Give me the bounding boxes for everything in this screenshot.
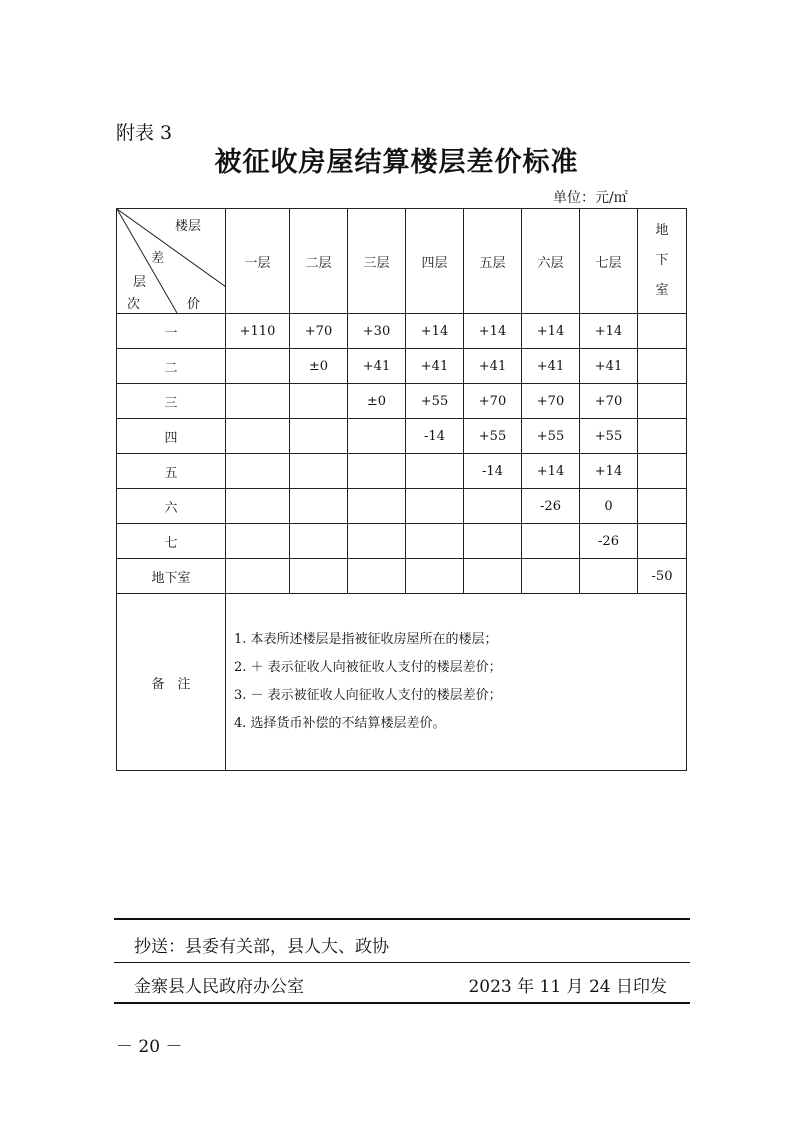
table-row — [117, 384, 687, 419]
price-cell: -14 — [464, 454, 522, 489]
price-cell — [580, 559, 638, 594]
print-date: 2023 年 11 月 24 日印发 — [468, 977, 667, 997]
table-row — [117, 489, 687, 524]
footer-middle-rule — [114, 962, 690, 963]
price-cell: +41 — [522, 349, 580, 384]
column-header-basement — [638, 209, 687, 314]
price-cell: +30 — [348, 314, 406, 349]
price-cell: +55 — [522, 419, 580, 454]
row-label: 地下室 — [117, 559, 226, 594]
price-cell: -14 — [406, 419, 464, 454]
basement-char: 室 — [655, 283, 669, 298]
price-cell: +14 — [580, 314, 638, 349]
price-cell — [464, 524, 522, 559]
notes-row — [117, 594, 687, 771]
note-item: 4. 选择货币补偿的不结算楼层差价。 — [234, 716, 446, 731]
column-header: 三层 — [348, 209, 406, 314]
price-cell: +55 — [580, 419, 638, 454]
table-row — [117, 314, 687, 349]
price-cell — [348, 454, 406, 489]
row-label: 五 — [117, 454, 226, 489]
notes-content — [226, 594, 687, 771]
basement-char: 下 — [655, 253, 669, 268]
price-cell — [290, 419, 348, 454]
price-cell: -50 — [638, 559, 687, 594]
page-title: 被征收房屋结算楼层差价标准 — [214, 147, 579, 178]
price-cell — [406, 454, 464, 489]
notes-label: 备 注 — [117, 594, 226, 771]
price-cell: ±0 — [348, 384, 406, 419]
price-cell: +14 — [522, 454, 580, 489]
note-item: 1. 本表所述楼层是指被征收房屋所在的楼层； — [234, 632, 498, 647]
price-cell — [638, 454, 687, 489]
price-cell — [226, 489, 290, 524]
price-cell — [290, 489, 348, 524]
corner-cell — [117, 209, 226, 314]
price-cell — [226, 454, 290, 489]
price-cell: +55 — [464, 419, 522, 454]
price-cell: +70 — [290, 314, 348, 349]
price-cell — [406, 559, 464, 594]
table-row — [117, 419, 687, 454]
price-cell: +14 — [406, 314, 464, 349]
price-cell: +70 — [464, 384, 522, 419]
row-label: 四 — [117, 419, 226, 454]
unit-label: 单位：元/㎡ — [553, 190, 628, 206]
price-cell — [290, 384, 348, 419]
table-row — [117, 559, 687, 594]
price-cell: ±0 — [290, 349, 348, 384]
price-cell: +55 — [406, 384, 464, 419]
corner-label-difference: 差 — [151, 251, 165, 266]
price-cell: +110 — [226, 314, 290, 349]
price-cell: -26 — [522, 489, 580, 524]
price-cell: -26 — [580, 524, 638, 559]
table-row — [117, 454, 687, 489]
price-cell — [638, 419, 687, 454]
table-row — [117, 524, 687, 559]
price-cell — [226, 559, 290, 594]
column-header: 五层 — [464, 209, 522, 314]
footer-top-rule — [114, 918, 690, 920]
note-item: 3. － 表示被征收人向征收人支付的楼层差价； — [234, 688, 502, 703]
price-cell — [348, 559, 406, 594]
price-cell — [290, 559, 348, 594]
corner-label-floor: 楼层 — [175, 219, 202, 234]
table-header-row — [117, 209, 687, 314]
price-cell — [348, 419, 406, 454]
price-cell: +70 — [522, 384, 580, 419]
price-cell — [464, 489, 522, 524]
column-header: 七层 — [580, 209, 638, 314]
row-label: 二 — [117, 349, 226, 384]
price-cell: +70 — [580, 384, 638, 419]
appendix-label: 附表 3 — [116, 122, 173, 144]
price-cell: +41 — [348, 349, 406, 384]
column-header: 一层 — [226, 209, 290, 314]
price-cell: +14 — [522, 314, 580, 349]
column-header: 六层 — [522, 209, 580, 314]
price-cell — [290, 524, 348, 559]
issuing-office: 金寨县人民政府办公室 — [134, 977, 304, 997]
row-label: 七 — [117, 524, 226, 559]
note-item: 2. ＋ 表示征收人向被征收人支付的楼层差价； — [234, 660, 502, 675]
price-cell — [464, 559, 522, 594]
price-cell — [522, 559, 580, 594]
footer-bottom-rule — [114, 1002, 690, 1004]
price-cell: +14 — [580, 454, 638, 489]
cc-recipients: 抄送：县委有关部，县人大、政协 — [134, 937, 389, 957]
floor-price-table — [116, 208, 687, 771]
price-cell — [522, 524, 580, 559]
price-cell: +41 — [406, 349, 464, 384]
price-cell: +41 — [464, 349, 522, 384]
row-label: 三 — [117, 384, 226, 419]
price-cell — [348, 489, 406, 524]
corner-label-order: 次 — [127, 297, 141, 312]
page-number: － 20 － — [116, 1037, 183, 1057]
column-header: 二层 — [290, 209, 348, 314]
price-cell — [638, 489, 687, 524]
price-cell — [226, 524, 290, 559]
corner-label-level: 层 — [133, 275, 147, 290]
basement-char: 地 — [655, 223, 669, 238]
price-cell — [290, 454, 348, 489]
price-cell: 0 — [580, 489, 638, 524]
price-cell — [226, 349, 290, 384]
table-row — [117, 349, 687, 384]
price-cell — [638, 314, 687, 349]
price-cell — [226, 384, 290, 419]
corner-label-price: 价 — [187, 297, 201, 312]
row-label: 六 — [117, 489, 226, 524]
price-cell — [638, 349, 687, 384]
price-cell — [638, 524, 687, 559]
price-cell: +14 — [464, 314, 522, 349]
price-cell — [406, 489, 464, 524]
price-cell — [226, 419, 290, 454]
price-cell — [406, 524, 464, 559]
column-header: 四层 — [406, 209, 464, 314]
price-cell: +41 — [580, 349, 638, 384]
row-label: 一 — [117, 314, 226, 349]
price-cell — [348, 524, 406, 559]
price-cell — [638, 384, 687, 419]
